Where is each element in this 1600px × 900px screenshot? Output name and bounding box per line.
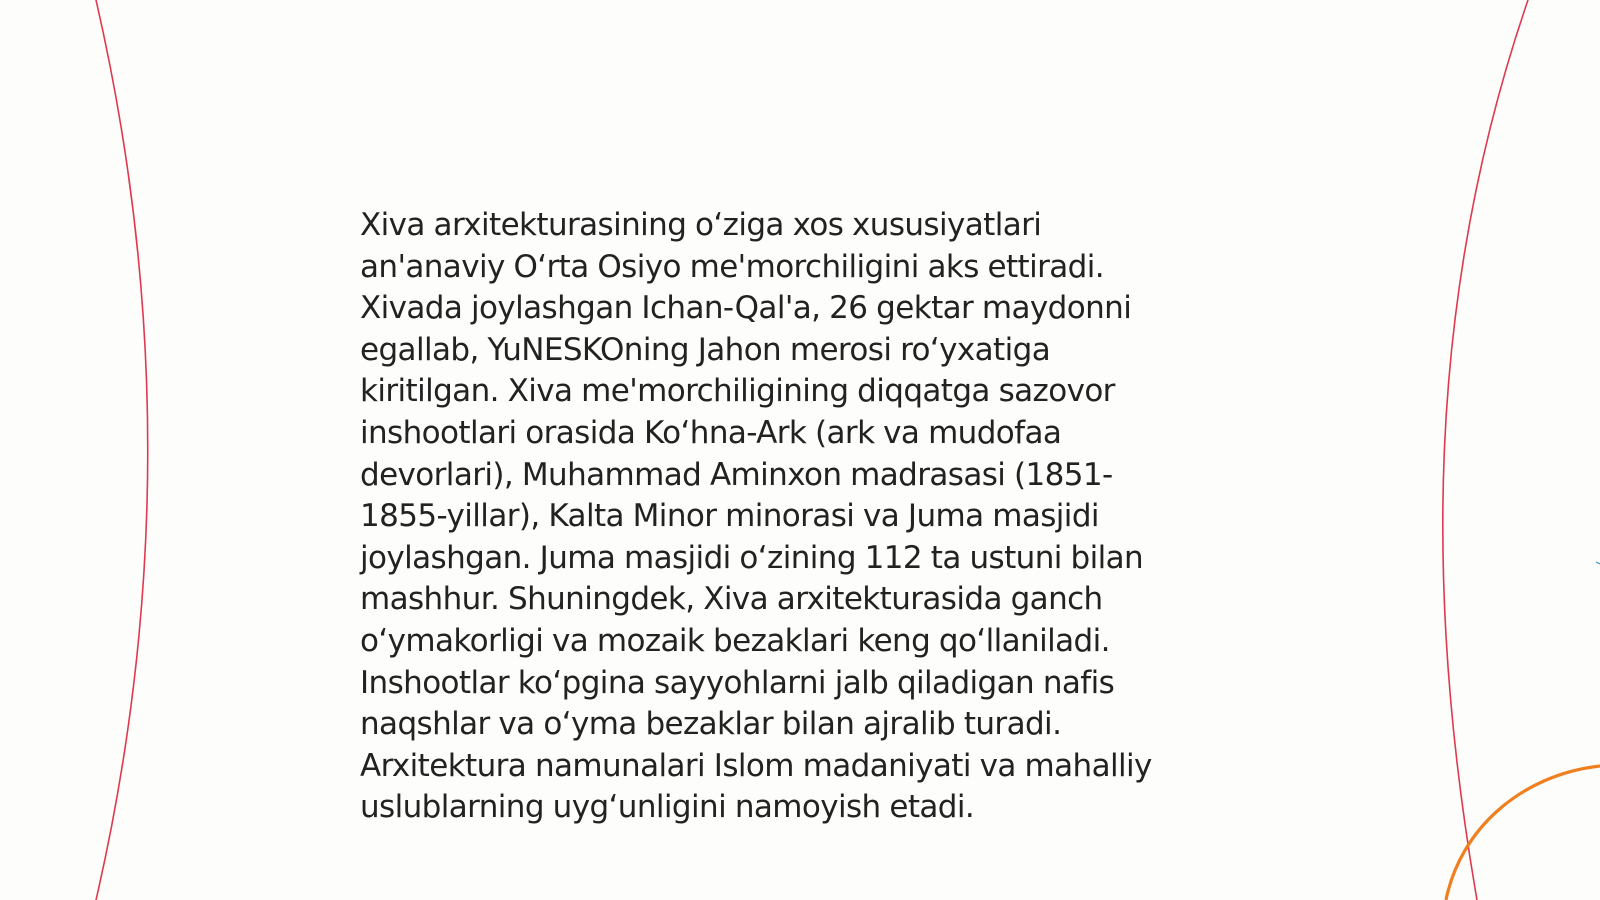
paragraph-line: Arxitektura namunalari Islom madaniyati va mahalliy <box>360 747 1152 784</box>
paragraph-line: uslublarning uygʻunligini namoyish etadi. <box>360 789 975 826</box>
left-curve <box>96 0 148 900</box>
paragraph-line: joylashgan. Juma masjidi oʻzining 112 ta ustuni bilan <box>360 539 1144 576</box>
body-paragraph <box>360 205 1240 829</box>
orange-arc <box>1446 766 1600 900</box>
paragraph-line: kiritilgan. Xiva me'morchiligining diqqatga sazovor <box>360 373 1115 410</box>
paragraph-line: oʻymakorligi va mozaik bezaklari keng qoʻllaniladi. <box>360 622 1110 659</box>
blue-tick-mark <box>1596 562 1600 564</box>
paragraph-line: naqshlar va oʻyma bezaklar bilan ajralib turadi. <box>360 706 1062 743</box>
paragraph-line: Inshootlar koʻpgina sayyohlarni jalb qiladigan nafis <box>360 664 1115 701</box>
paragraph-line: Xivada joylashgan Ichan-Qal'a, 26 gektar maydonni <box>360 290 1132 327</box>
paragraph-line: an'anaviy Oʻrta Osiyo me'morchiligini aks ettiradi. <box>360 248 1104 285</box>
paragraph-line: Xiva arxitekturasining oʻziga xos xususiyatlari <box>360 207 1042 243</box>
paragraph-line: 1855-yillar), Kalta Minor minorasi va Juma masjidi <box>360 498 1099 535</box>
paragraph-line: egallab, YuNESKOning Jahon merosi roʻyxatiga <box>360 331 1051 368</box>
right-curve <box>1443 0 1528 900</box>
paragraph-line: devorlari), Muhammad Aminxon madrasasi (1851- <box>360 456 1113 493</box>
paragraph-line: inshootlari orasida Koʻhna-Ark (ark va mudofaa <box>360 414 1062 451</box>
paragraph-line: mashhur. Shuningdek, Xiva arxitekturasida ganch <box>360 581 1103 618</box>
